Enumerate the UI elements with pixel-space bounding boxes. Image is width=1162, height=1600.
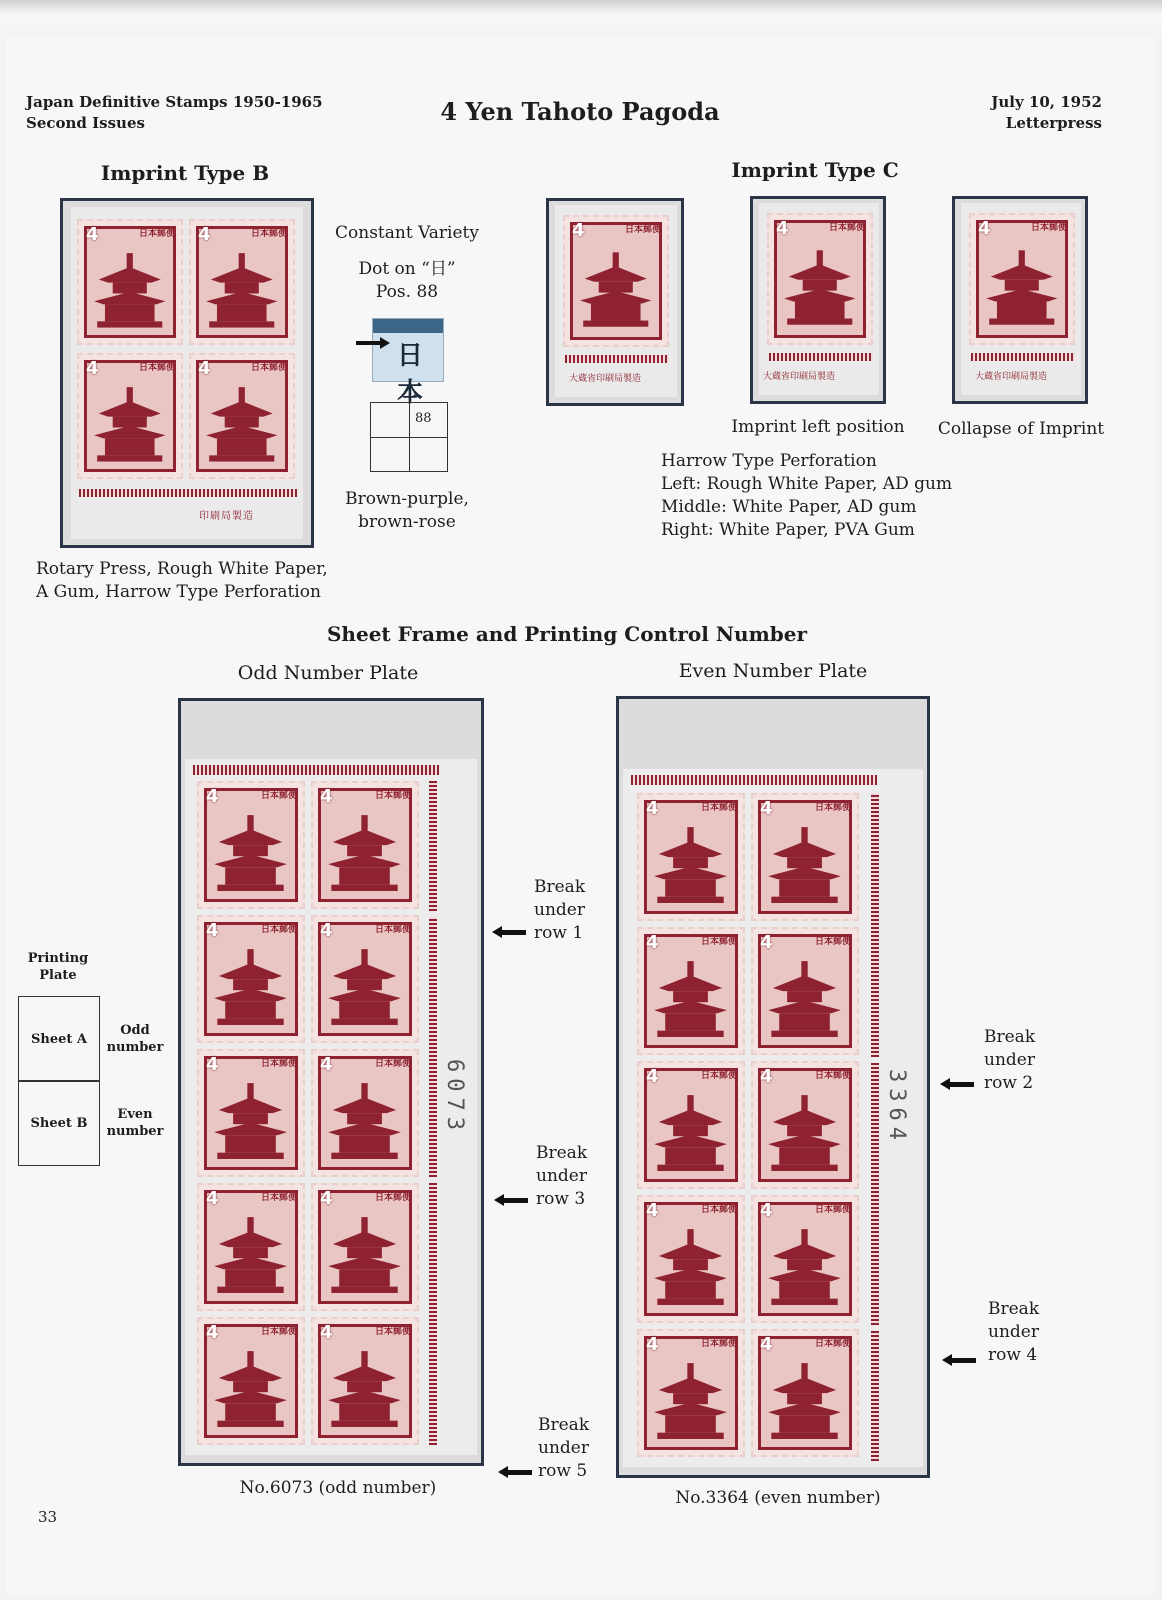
stamp: 4 日本郵便 <box>311 1317 419 1445</box>
sheet-a-box: Sheet A <box>18 996 100 1082</box>
stamp: 4 日本郵便 <box>197 1049 305 1177</box>
even-plate-mount <box>616 696 930 1478</box>
stamp: 4 日本郵便 <box>751 1195 859 1323</box>
break-note-row2 <box>984 1026 1035 1095</box>
variety-line: Dot on “日” <box>358 259 456 279</box>
break-word: under <box>534 900 585 920</box>
variety-description <box>322 258 492 304</box>
break-row: row 3 <box>536 1189 586 1209</box>
imprint-b-block-mount <box>60 198 314 548</box>
page-title: 4 Yen Tahoto Pagoda <box>440 97 720 126</box>
stamp: 4 日本郵便 <box>751 1061 859 1189</box>
stamp: 4 日本郵便 <box>637 1061 745 1189</box>
stamp: 4 日本郵便 <box>197 1317 305 1445</box>
break-row: row 1 <box>534 923 584 943</box>
break-note-row4 <box>988 1298 1039 1367</box>
stamp: 4 日本郵便 <box>751 793 859 921</box>
break-word: under <box>536 1166 587 1186</box>
imprint-c-left-mount <box>546 198 684 406</box>
left-arrow-icon <box>940 1080 974 1088</box>
variety-colors <box>322 488 492 534</box>
variety-line: Pos. 88 <box>375 282 439 302</box>
caption-line: Rotary Press, Rough White Paper, <box>36 559 328 579</box>
header-date: July 10, 1952 <box>991 93 1102 111</box>
plate-label-line: Plate <box>39 968 77 983</box>
stamp: 4 日本郵便 <box>77 353 183 479</box>
imprint-c-right <box>961 203 1081 395</box>
stamp: 4 日本郵便 <box>751 927 859 1055</box>
collapse-of-imprint-label: Collapse of Imprint <box>937 419 1105 439</box>
left-arrow-icon <box>942 1356 976 1364</box>
break-word: Break <box>984 1027 1036 1047</box>
break-word: Break <box>536 1143 588 1163</box>
break-word: under <box>538 1438 589 1458</box>
sheet-margin-bar <box>971 353 1075 361</box>
note-line: Harrow Type Perforation <box>661 451 877 471</box>
break-row: row 4 <box>988 1345 1038 1365</box>
imprint-c-notes <box>661 450 952 542</box>
stamp: 4 日本郵便 <box>311 781 419 909</box>
variety-heading: Constant Variety <box>335 223 479 243</box>
odd-plate-heading: Odd Number Plate <box>237 662 419 684</box>
even-label-line: Even <box>117 1107 153 1122</box>
imprint-c-middle <box>759 203 879 395</box>
side-margin-bar <box>429 781 437 911</box>
even-plate-block <box>623 769 923 1467</box>
page-number: 33 <box>38 1508 58 1526</box>
header-series: Japan Definitive Stamps 1950-1965 <box>26 93 323 111</box>
side-margin-bar <box>429 1183 437 1445</box>
scan-top-edge <box>0 0 1162 40</box>
side-margin-bar <box>871 1331 879 1461</box>
stamp: 4 日本郵便 <box>197 1183 305 1311</box>
sheet-frame-heading: Sheet Frame and Printing Control Number <box>326 622 808 646</box>
imprint-text: 印刷局製造 <box>199 511 254 522</box>
sheet-margin-bar <box>565 355 669 363</box>
variety-pointer-arrow <box>356 337 390 349</box>
stamp: 4 日本郵便 <box>197 781 305 909</box>
stamp: 4 日本郵便 <box>969 213 1075 345</box>
imprint-b-caption <box>36 558 328 604</box>
imprint-text: 大蔵省印刷局製造 <box>975 372 1048 382</box>
break-word: under <box>988 1322 1039 1342</box>
note-line: Middle: White Paper, AD gum <box>661 497 917 517</box>
color-line: brown-rose <box>358 512 456 532</box>
variety-closeup <box>372 318 444 408</box>
stamp: 4 日本郵便 <box>189 219 295 345</box>
break-row: row 5 <box>538 1461 588 1481</box>
imprint-text: 大蔵省印刷局製造 <box>569 374 642 384</box>
break-note-row5 <box>538 1414 589 1483</box>
sheet-b-box: Sheet B <box>18 1080 100 1166</box>
stamp: 4 日本郵便 <box>311 915 419 1043</box>
even-label-line: number <box>106 1124 164 1139</box>
even-number-label <box>104 1106 166 1140</box>
break-note-row1 <box>534 876 585 945</box>
odd-plate-block <box>185 759 477 1455</box>
imprint-c-right-mount <box>952 196 1088 404</box>
header-issue: Second Issues <box>26 114 145 132</box>
imprint-text: 大蔵省印刷局製造 <box>763 372 836 382</box>
left-arrow-icon <box>494 1196 528 1204</box>
plate-label-line: Printing <box>27 951 89 966</box>
note-line: Left: Rough White Paper, AD gum <box>661 474 953 494</box>
stamp: 4 日本郵便 <box>77 219 183 345</box>
stamp: 4 日本郵便 <box>189 353 295 479</box>
imprint-c-heading: Imprint Type C <box>731 158 899 182</box>
stamp: 4 日本郵便 <box>197 915 305 1043</box>
side-margin-bar <box>871 1063 879 1325</box>
break-word: Break <box>534 877 586 897</box>
sheet-margin-bar <box>631 775 877 785</box>
odd-label-line: Odd <box>120 1023 150 1038</box>
break-row: row 2 <box>984 1073 1034 1093</box>
odd-label-line: number <box>106 1040 164 1055</box>
grid-position-label: 88 <box>415 411 432 426</box>
stamp: 4 日本郵便 <box>751 1329 859 1457</box>
break-word: Break <box>988 1299 1040 1319</box>
header-left <box>26 92 323 134</box>
caption-line: A Gum, Harrow Type Perforation <box>36 582 321 602</box>
left-arrow-icon <box>498 1468 532 1476</box>
color-line: Brown-purple, <box>345 489 469 509</box>
closeup-text: 日本 <box>397 341 422 408</box>
imprint-b-block <box>71 207 303 539</box>
odd-plate-mount <box>178 698 484 1466</box>
imprint-left-position-label: Imprint left position <box>731 417 905 437</box>
odd-plate-caption: No.6073 (odd number) <box>239 1478 437 1498</box>
imprint-c-middle-mount <box>750 196 886 404</box>
break-word: under <box>984 1050 1035 1070</box>
stamp: 4 日本郵便 <box>311 1183 419 1311</box>
stamp: 4 日本郵便 <box>637 1329 745 1457</box>
break-note-row3 <box>536 1142 587 1211</box>
sheet-margin-bar <box>193 765 439 775</box>
stamp: 4 日本郵便 <box>637 1195 745 1323</box>
printing-control-number: 6073 <box>442 1059 467 1136</box>
stamp: 4 日本郵便 <box>563 215 669 347</box>
printing-plate-label <box>20 950 96 984</box>
printing-control-number: 3364 <box>884 1069 909 1146</box>
stamp: 4 日本郵便 <box>637 927 745 1055</box>
odd-number-label <box>104 1022 166 1056</box>
stamp: 4 日本郵便 <box>637 793 745 921</box>
imprint-b-heading: Imprint Type B <box>100 161 270 185</box>
even-plate-caption: No.3364 (even number) <box>675 1488 881 1508</box>
even-plate-heading: Even Number Plate <box>678 660 868 682</box>
note-line: Right: White Paper, PVA Gum <box>661 520 915 540</box>
side-margin-bar <box>429 917 437 1177</box>
position-grid <box>370 402 448 472</box>
sheet-margin-bar <box>79 489 297 497</box>
side-margin-bar <box>871 793 879 1057</box>
stamp: 4 日本郵便 <box>311 1049 419 1177</box>
header-method: Letterpress <box>1005 114 1102 132</box>
break-word: Break <box>538 1415 590 1435</box>
imprint-c-left <box>555 205 677 397</box>
stamp: 4 日本郵便 <box>767 213 873 345</box>
header-right <box>900 92 1102 134</box>
closeup-frame <box>373 319 443 333</box>
left-arrow-icon <box>492 928 526 936</box>
sheet-margin-bar <box>769 353 873 361</box>
